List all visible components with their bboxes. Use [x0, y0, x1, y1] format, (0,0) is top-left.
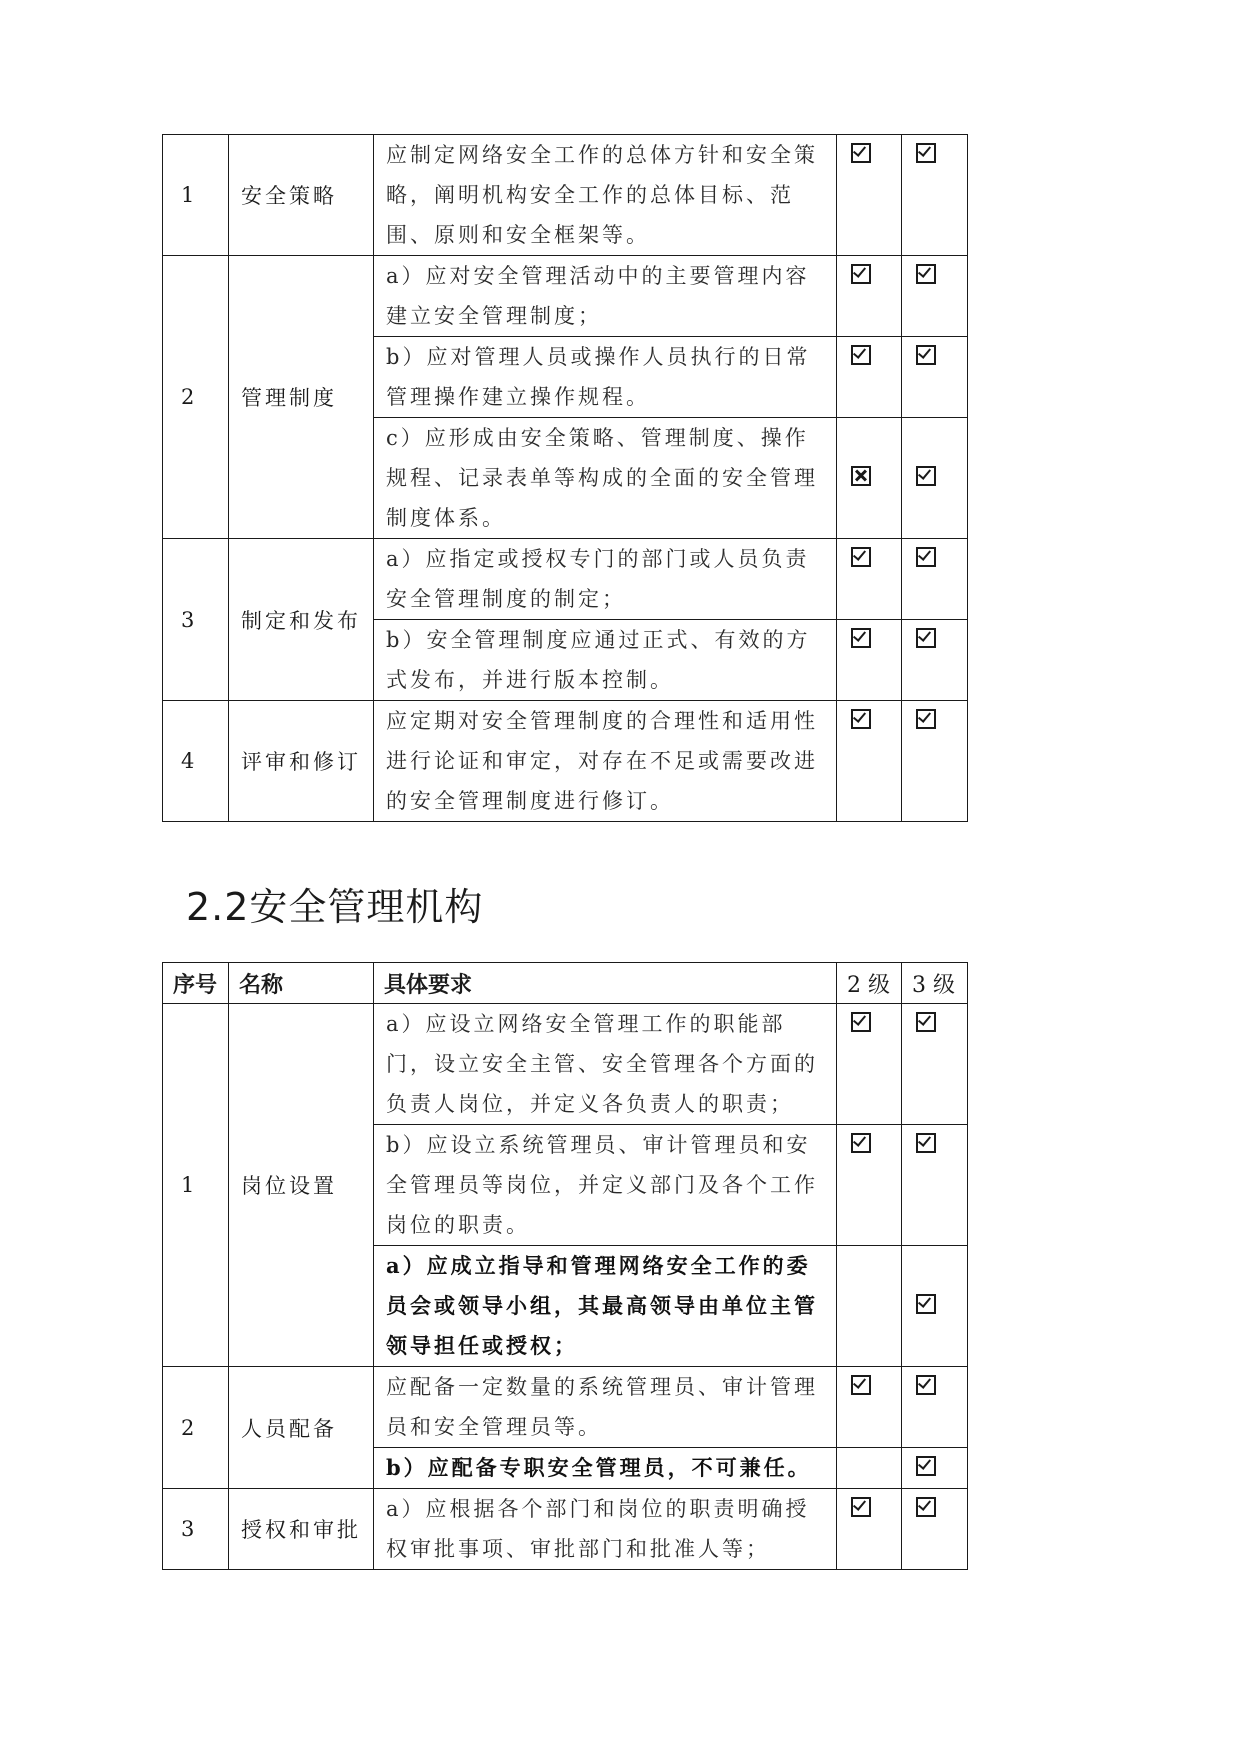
requirement-text: 应制定网络安全工作的总体方针和安全策略，阐明机构安全工作的总体目标、范围、原则和安全框架等。 — [374, 135, 837, 256]
level3-status — [902, 135, 968, 256]
item-name: 管理制度 — [229, 256, 374, 539]
item-name: 人员配备 — [229, 1367, 374, 1489]
checked-box-icon — [851, 345, 871, 365]
requirement-text: a）应对安全管理活动中的主要管理内容建立安全管理制度； — [374, 256, 837, 337]
requirement-text: b）应设立系统管理员、审计管理员和安全管理员等岗位，并定义部门及各个工作岗位的职责。 — [374, 1125, 837, 1246]
checked-box-icon — [916, 1294, 936, 1314]
row-number: 2 — [163, 1367, 229, 1489]
checked-box-icon — [916, 264, 936, 284]
level2-status — [837, 1448, 902, 1489]
checked-box-icon — [916, 143, 936, 163]
level3-status — [902, 1367, 968, 1448]
requirements-table-1 — [162, 134, 968, 822]
checked-box-icon — [851, 264, 871, 284]
item-name: 授权和审批 — [229, 1489, 374, 1570]
requirement-text: c）应形成由安全策略、管理制度、操作规程、记录表单等构成的全面的安全管理制度体系。 — [374, 418, 837, 539]
requirement-text: a）应指定或授权专门的部门或人员负责安全管理制度的制定； — [374, 539, 837, 620]
checked-box-icon — [851, 709, 871, 729]
table-row — [163, 701, 968, 822]
requirements-table-2 — [162, 962, 968, 1570]
level3-status — [902, 418, 968, 539]
level2-status — [837, 1367, 902, 1448]
table-row — [163, 256, 968, 337]
checked-box-icon — [916, 709, 936, 729]
table-header-row — [163, 963, 968, 1004]
level2-status — [837, 620, 902, 701]
requirement-text: b）应配备专职安全管理员，不可兼任。 — [374, 1448, 837, 1489]
table-row — [163, 1004, 968, 1125]
item-name: 岗位设置 — [229, 1004, 374, 1367]
level3-status — [902, 620, 968, 701]
header-name: 名称 — [229, 963, 374, 1004]
requirement-text: a）应成立指导和管理网络安全工作的委员会或领导小组，其最高领导由单位主管领导担任或授权； — [374, 1246, 837, 1367]
level3-status — [902, 1004, 968, 1125]
level3-status — [902, 539, 968, 620]
level2-status — [837, 1246, 902, 1367]
level2-status — [837, 418, 902, 539]
level3-status — [902, 256, 968, 337]
checked-box-icon — [916, 1012, 936, 1032]
checked-box-icon — [916, 1375, 936, 1395]
requirement-text: b）应对管理人员或操作人员执行的日常管理操作建立操作规程。 — [374, 337, 837, 418]
level2-status — [837, 135, 902, 256]
requirement-text: a）应设立网络安全管理工作的职能部门，设立安全主管、安全管理各个方面的负责人岗位，并定义各负责人的职责； — [374, 1004, 837, 1125]
level3-status — [902, 701, 968, 822]
row-number: 4 — [163, 701, 229, 822]
checked-box-icon — [916, 628, 936, 648]
checked-box-icon — [916, 1497, 936, 1517]
row-number: 1 — [163, 135, 229, 256]
checked-box-icon — [916, 1133, 936, 1153]
table-row — [163, 135, 968, 256]
level3-status — [902, 1246, 968, 1367]
checked-box-icon — [851, 1375, 871, 1395]
level2-status — [837, 337, 902, 418]
table-row — [163, 1489, 968, 1570]
item-name: 安全策略 — [229, 135, 374, 256]
row-number: 2 — [163, 256, 229, 539]
row-number: 1 — [163, 1004, 229, 1367]
checked-box-icon — [916, 466, 936, 486]
requirement-text: a）应根据各个部门和岗位的职责明确授权审批事项、审批部门和批准人等； — [374, 1489, 837, 1570]
item-name: 评审和修订 — [229, 701, 374, 822]
level2-status — [837, 539, 902, 620]
header-requirement: 具体要求 — [374, 963, 837, 1004]
table-row — [163, 539, 968, 620]
checked-box-icon — [851, 1012, 871, 1032]
header-number: 序号 — [163, 963, 229, 1004]
row-number: 3 — [163, 1489, 229, 1570]
requirement-text: 应配备一定数量的系统管理员、审计管理员和安全管理员等。 — [374, 1367, 837, 1448]
level3-status — [902, 1489, 968, 1570]
checked-box-icon — [851, 143, 871, 163]
row-number: 3 — [163, 539, 229, 701]
level3-status — [902, 1125, 968, 1246]
crossed-box-icon — [851, 466, 871, 486]
header-level2: 2 级 — [837, 963, 902, 1004]
checked-box-icon — [851, 1497, 871, 1517]
level2-status — [837, 1489, 902, 1570]
checked-box-icon — [851, 547, 871, 567]
header-level3: 3 级 — [902, 963, 968, 1004]
table-row — [163, 1367, 968, 1448]
level2-status — [837, 1004, 902, 1125]
checked-box-icon — [916, 1456, 936, 1476]
checked-box-icon — [916, 547, 936, 567]
level3-status — [902, 1448, 968, 1489]
requirement-text: b）安全管理制度应通过正式、有效的方式发布，并进行版本控制。 — [374, 620, 837, 701]
level2-status — [837, 256, 902, 337]
level2-status — [837, 701, 902, 822]
checked-box-icon — [851, 628, 871, 648]
item-name: 制定和发布 — [229, 539, 374, 701]
level3-status — [902, 337, 968, 418]
checked-box-icon — [916, 345, 936, 365]
section-title: 2.2安全管理机构 — [186, 885, 484, 929]
checked-box-icon — [851, 1133, 871, 1153]
requirement-text: 应定期对安全管理制度的合理性和适用性进行论证和审定，对存在不足或需要改进的安全管理制度进行修订。 — [374, 701, 837, 822]
level2-status — [837, 1125, 902, 1246]
